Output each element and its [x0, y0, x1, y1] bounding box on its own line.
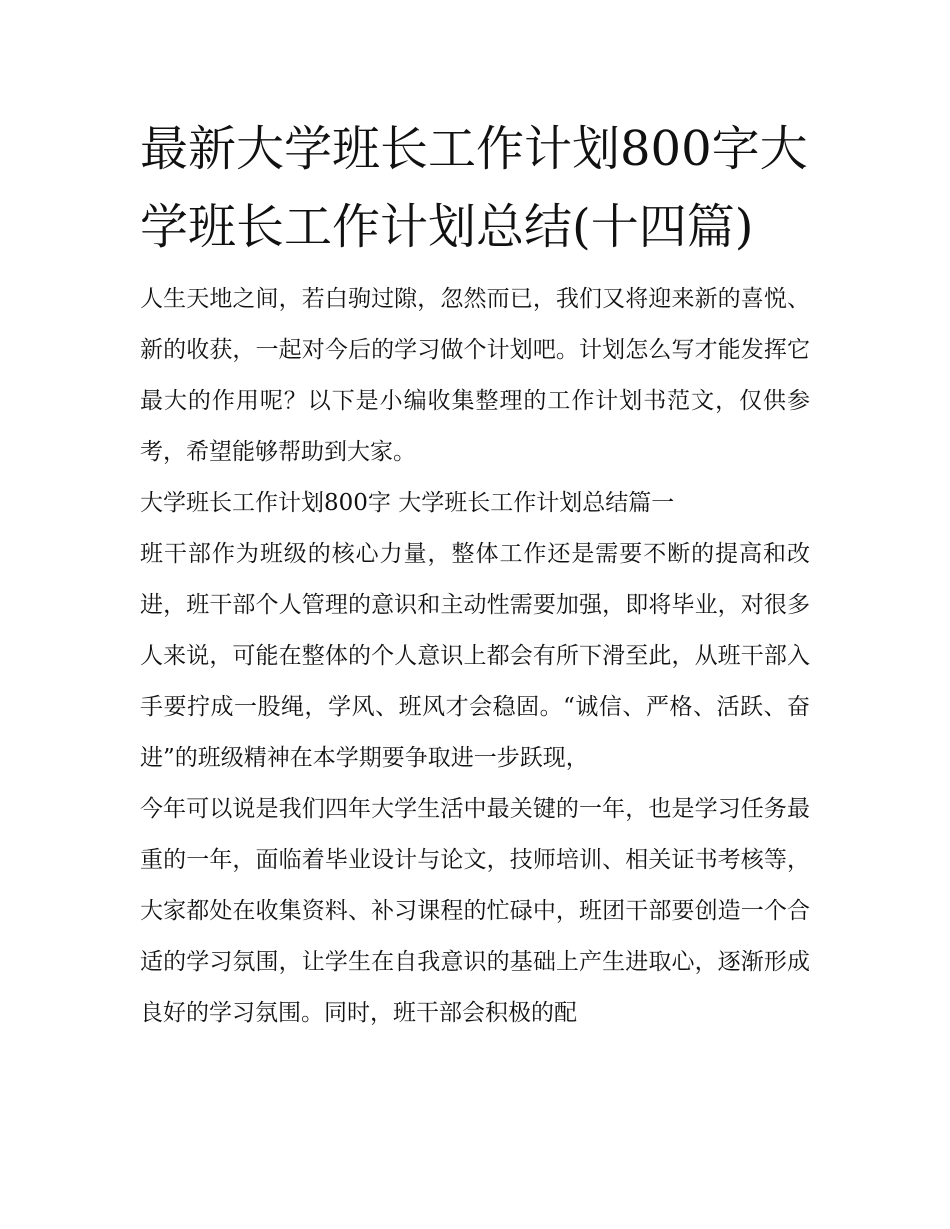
section-heading: 大学班长工作计划800字 大学班长工作计划总结篇一	[140, 490, 675, 516]
body-paragraph-2: 今年可以说是我们四年大学生活中最关键的一年，也是学习任务最重的一年，面临着毕业设计与论文，技师培训、相关证书考核等，大家都处在收集资料、补习课程的忙碌中，班团干部要创造一个合适的学习氛围，让学生在自我意识的基础上产生进取心，逐渐形成良好的学习氛围。同时，班干部会积极的配	[140, 796, 810, 1026]
document-title: 最新大学班长工作计划800字大学班长工作计划总结(十四篇)	[140, 121, 808, 255]
body-paragraph-1: 班干部作为班级的核心力量，整体工作还是需要不断的提高和改进，班干部个人管理的意识和主动性需要加强，即将毕业，对很多人来说，可能在整体的个人意识上都会有所下滑至此，从班干部入手要拧成一股绳，学风、班风才会稳固。“诚信、严格、活跃、奋进”的班级精神在本学期要争取进一步跃现，	[140, 541, 810, 771]
intro-paragraph: 人生天地之间，若白驹过隙，忽然而已，我们又将迎来新的喜悦、新的收获，一起对今后的学习做个计划吧。计划怎么写才能发挥它最大的作用呢？以下是小编收集整理的工作计划书范文，仅供参考，希望能够帮助到大家。	[140, 286, 810, 465]
document-page	[140, 110, 810, 1039]
